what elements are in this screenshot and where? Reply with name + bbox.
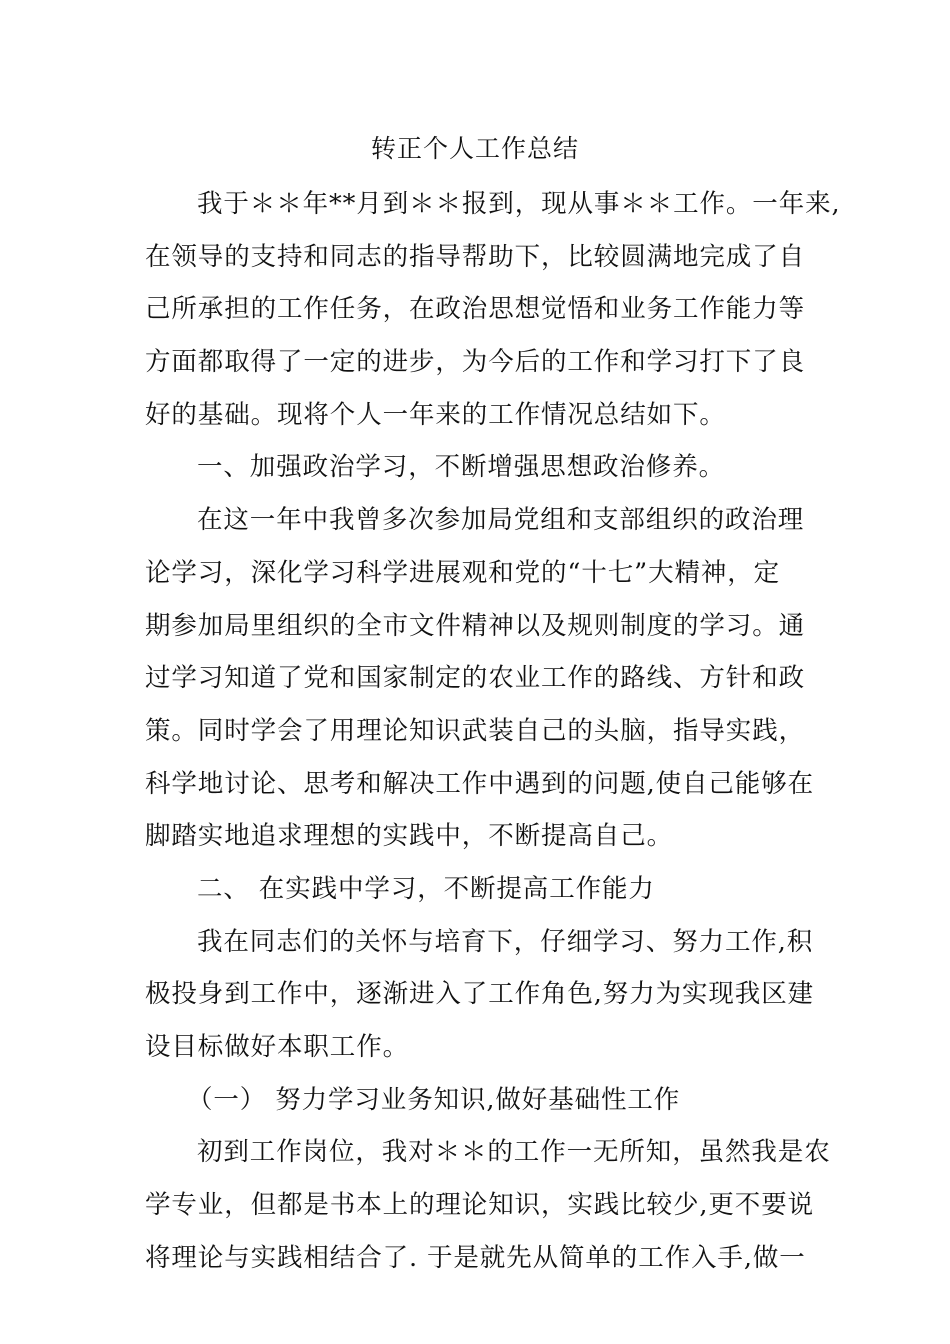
paragraph-line: 学专业，但都是书本上的理论知识，实践比较少,更不要说: [145, 1190, 815, 1221]
paragraph-line: 脚踏实地追求理想的实践中，不断提高自己。: [145, 821, 674, 852]
document-title: 转正个人工作总结: [370, 134, 579, 163]
paragraph-line: 策。同时学会了用理论知识武装自己的头脑，指导实践，: [145, 715, 806, 746]
section-heading: 二、 在实践中学习，不断提高工作能力: [197, 873, 655, 904]
paragraph-line: 将理论与实践相结合了. 于是就先从简单的工作入手,做一: [145, 1242, 806, 1273]
subsection-heading: （一） 努力学习业务知识,做好基础性工作: [187, 1084, 681, 1115]
section-heading: 一、加强政治学习，不断增强思想政治修养。: [197, 452, 726, 483]
paragraph-line: 在这一年中我曾多次参加局党组和支部组织的政治理: [197, 505, 805, 536]
paragraph-line: 方面都取得了一定的进步，为今后的工作和学习打下了良: [145, 347, 806, 378]
paragraph-line: 期参加局里组织的全市文件精神以及规则制度的学习。通: [145, 610, 806, 641]
paragraph-line: 过学习知道了党和国家制定的农业工作的路线、方针和政: [145, 663, 806, 694]
paragraph-line: 在领导的支持和同志的指导帮助下，比较圆满地完成了自: [145, 241, 806, 272]
paragraph-line: 设目标做好本职工作。: [145, 1032, 410, 1062]
paragraph-line: 己所承担的工作任务，在政治思想觉悟和业务工作能力等: [145, 294, 806, 325]
paragraph-line: 科学地讨论、思考和解决工作中遇到的问题,使自己能够在: [145, 768, 815, 799]
paragraph-line: 好的基础。现将个人一年来的工作情况总结如下。: [145, 399, 726, 430]
paragraph-line: 我在同志们的关怀与培育下，仔细学习、努力工作,积: [197, 926, 814, 957]
paragraph-line: 极投身到工作中，逐渐进入了工作角色,努力为实现我区建: [145, 979, 815, 1010]
document-body: [145, 178, 841, 1284]
paragraph-line: 我于＊＊年**月到＊＊报到，现从事＊＊工作。一年来,: [197, 189, 841, 219]
paragraph-line: 论学习，深化学习科学进展观和党的“十七”大精神，定: [145, 557, 781, 588]
paragraph-line: 初到工作岗位，我对＊＊的工作一无所知，虽然我是农: [197, 1137, 831, 1168]
